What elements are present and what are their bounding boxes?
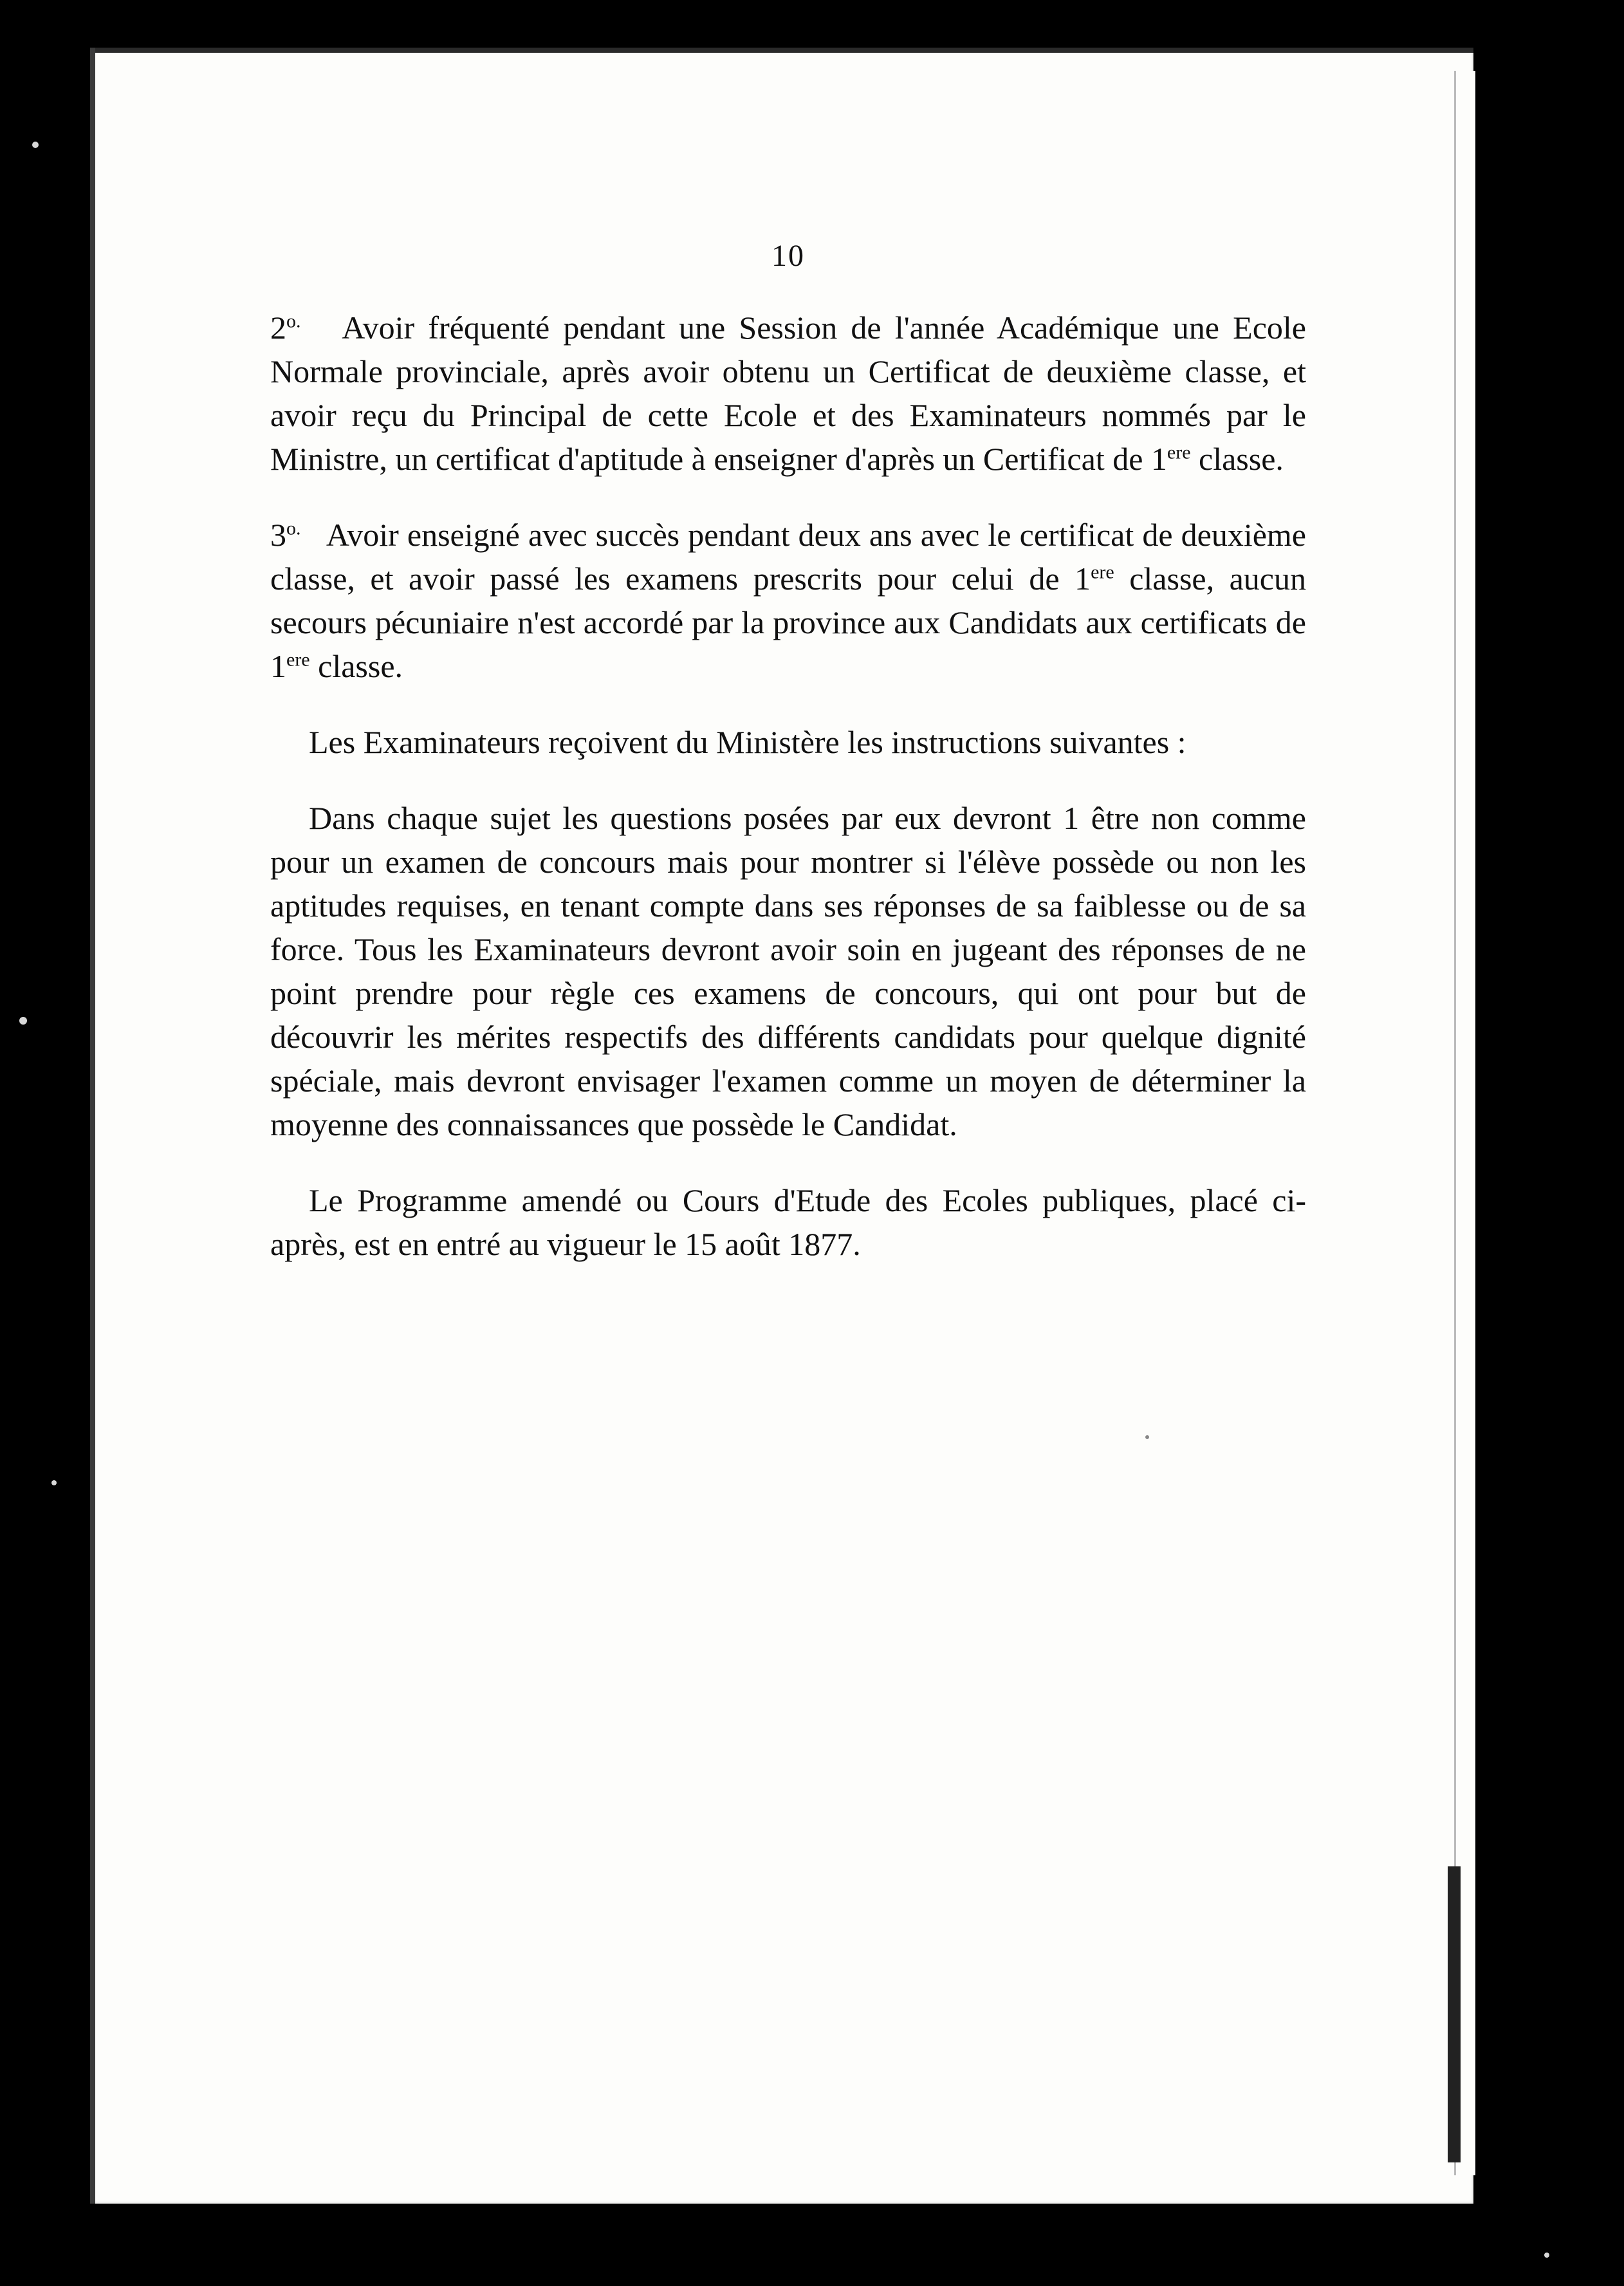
page-fold-strip — [1454, 71, 1475, 2175]
superscript-ere: ere — [1091, 561, 1114, 583]
page-right-edge-shadow — [1448, 1866, 1461, 2162]
page-left-edge — [90, 48, 95, 2204]
paragraph-tail: classe. — [309, 648, 403, 684]
item-marker-suffix: o. — [286, 310, 301, 332]
superscript-ere: ere — [286, 649, 310, 671]
page-top-edge — [90, 48, 1473, 53]
paragraph-2o — [270, 306, 1306, 481]
paragraph-programme: Le Programme amendé ou Cours d'Etude des Ecoles publiques, placé ci-après, est en entré au vigueur le 15 août 1877. — [270, 1182, 1306, 1262]
paragraph-middle: classe, aucun secours pécuniaire n'est accordé par la province aux Candidats aux certificats de 1 — [270, 561, 1306, 684]
paragraph-instructions: Dans chaque sujet les questions posées par eux devront 1 être non comme pour un examen de concours mais pour montrer si l'élève possède ou non les aptitudes requises, en tenant compte dans ses réponses de sa faiblesse ou de sa force. Tous les Examinateurs devront avoir soin en jugeant des réponses de ne point prendre pour règle ces examens de concours, qui ont pour but de découvrir les mérites respectifs des différents candidats pour quelque dignité spéciale, mais devront envisager l'examen comme un moyen de déterminer la moyenne des connaissances que possède le Candidat. — [270, 800, 1306, 1142]
paragraph-examinateurs: Les Examinateurs reçoivent du Ministère les instructions suivantes : — [309, 724, 1186, 760]
paragraph-text: Avoir enseigné avec succès pendant deux ans avec le certificat de deuxième classe, et avoir passé les examens prescrits pour celui de 1 — [270, 517, 1307, 597]
paragraph-text: Avoir fréquenté pendant une Session de l'année Académique une Ecole Normale provinciale, après avoir obtenu un Certificat de deuxième classe, et avoir reçu du Principal de cette Ecole et des Examinateurs nommés par le Ministre, un certificat d'aptitude à enseigner d'après un Certificat de 1 — [270, 310, 1306, 477]
page-number: 10 — [771, 239, 805, 273]
paragraph-3o — [270, 513, 1306, 688]
item-marker-suffix: o. — [286, 517, 301, 539]
superscript-ere: ere — [1167, 441, 1191, 463]
item-marker: 3 — [270, 517, 286, 553]
paragraph-tail: classe. — [1190, 441, 1284, 477]
page-text — [270, 238, 1306, 1266]
item-marker: 2 — [270, 310, 286, 346]
